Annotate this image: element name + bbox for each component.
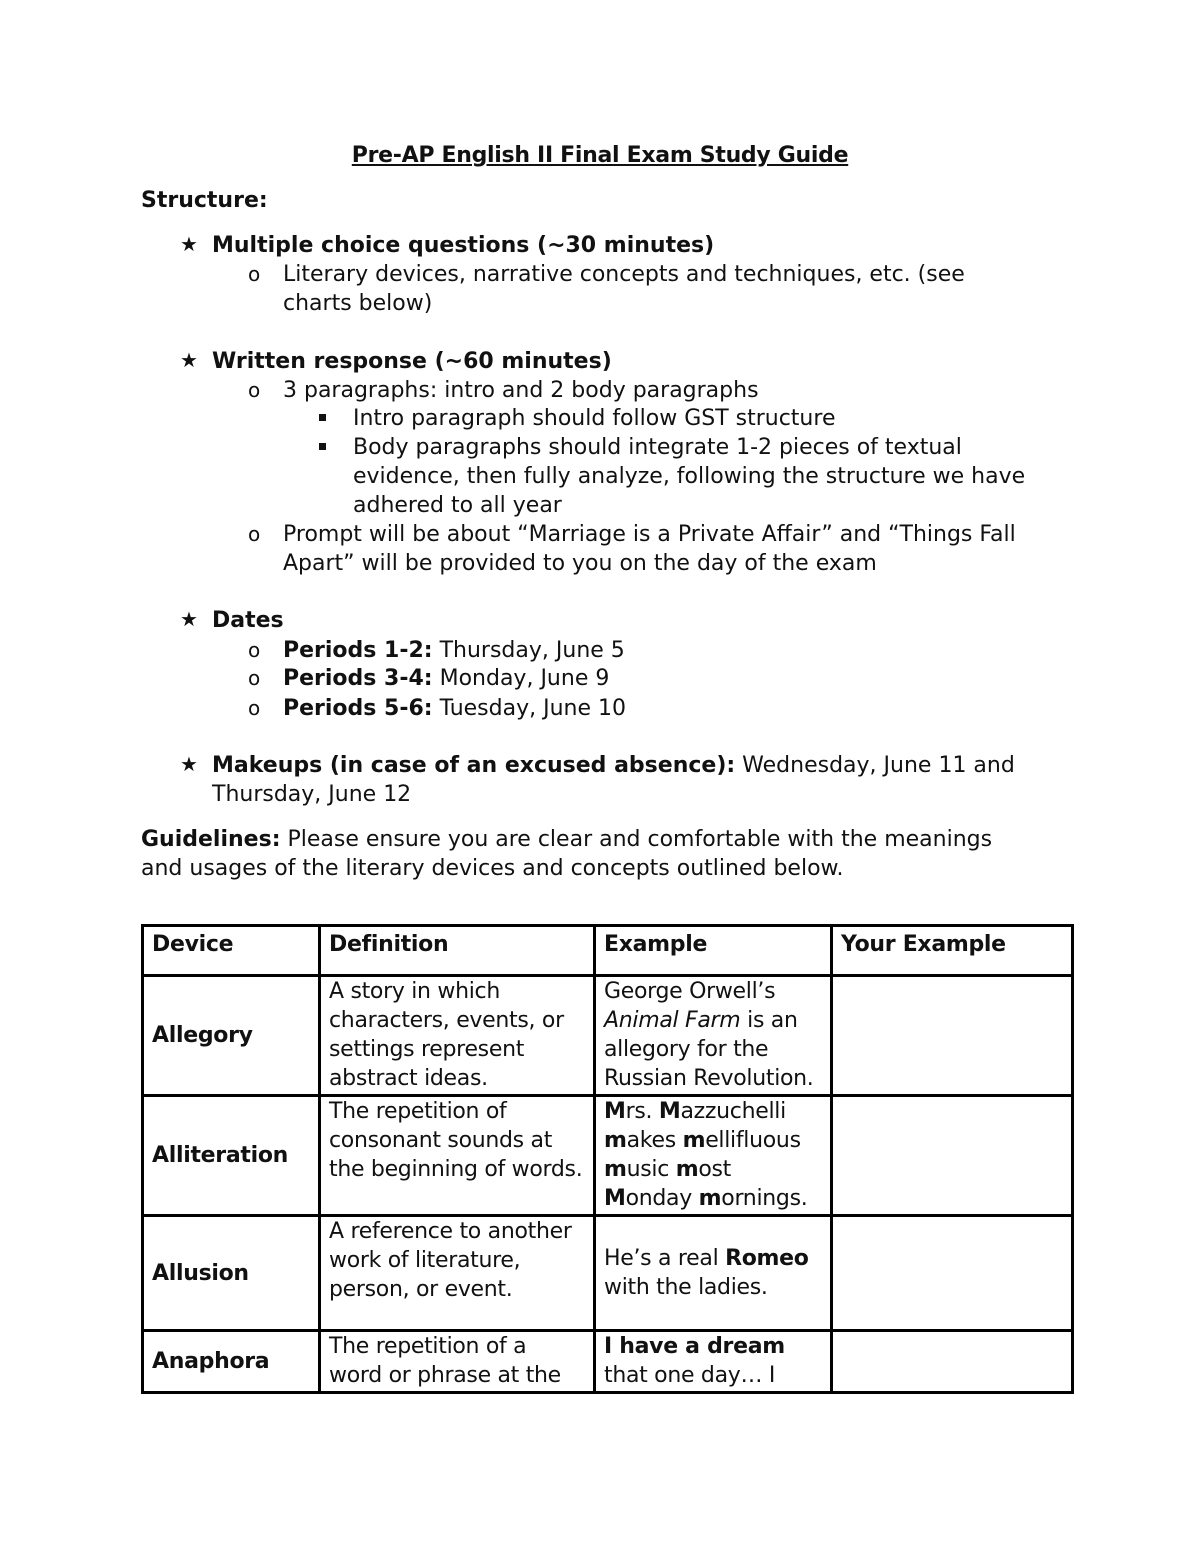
example-cell <box>595 975 832 1095</box>
example-cell <box>595 1331 832 1393</box>
alliteration-rest: usic <box>626 1156 676 1182</box>
device-cell: Anaphora <box>143 1331 320 1393</box>
date-value: Monday, June 9 <box>432 666 610 691</box>
example-cell <box>595 1216 832 1331</box>
alliteration-letter: m <box>698 1185 722 1211</box>
example-bold-phrase: I have a dream <box>604 1334 785 1360</box>
table-row <box>143 1331 1073 1393</box>
guidelines-line2: and usages of the literary devices and concepts outlined below. <box>141 856 844 881</box>
alliteration-rest: akes <box>626 1127 683 1153</box>
your-example-cell[interactable] <box>832 975 1073 1095</box>
example-text: is an allegory for the Russian Revolution. <box>604 1007 814 1091</box>
guidelines-label: Guidelines: <box>141 827 281 852</box>
alliteration-letter: m <box>604 1127 627 1153</box>
table-header-row <box>143 926 1073 976</box>
mc-item-line1: Literary devices, narrative concepts and techniques, etc. (see <box>283 262 965 287</box>
written-heading: Written response (~60 minutes) <box>212 349 612 374</box>
table-row <box>143 975 1073 1095</box>
star-bullet-icon: ★ <box>180 752 198 776</box>
circle-bullet-icon: o <box>248 262 261 286</box>
date-value: Tuesday, June 10 <box>432 696 626 721</box>
square-bullet-icon <box>319 443 326 450</box>
star-bullet-icon: ★ <box>180 348 198 372</box>
your-example-cell[interactable] <box>832 1216 1073 1331</box>
date-period-label: Periods 1-2: <box>283 638 433 663</box>
alliteration-letter: M <box>604 1098 626 1124</box>
device-cell: Allusion <box>143 1216 320 1331</box>
definition-cell <box>320 1331 595 1393</box>
alliteration-rest: onday <box>625 1185 699 1211</box>
square-bullet-icon <box>319 414 326 421</box>
header-device: Device <box>143 926 320 976</box>
header-your-example: Your Example <box>832 926 1073 976</box>
alliteration-rest: rs. <box>625 1098 659 1124</box>
definition-text: The repetition of a word or phrase at the <box>329 1334 561 1389</box>
date-row <box>283 694 626 723</box>
alliteration-letter: M <box>604 1185 626 1211</box>
example-italic-title: Animal Farm <box>604 1007 741 1033</box>
date-row <box>283 636 625 665</box>
header-definition: Definition <box>320 926 595 976</box>
written-sub2-line2: evidence, then fully analyze, following the structure we have <box>353 464 1026 489</box>
table-row <box>143 1216 1073 1331</box>
definition-cell: A reference to another work of literature, person, or event. <box>320 1216 595 1331</box>
star-bullet-icon: ★ <box>180 607 198 631</box>
example-text: George Orwell’s <box>604 978 776 1004</box>
device-cell: Allegory <box>143 975 320 1095</box>
circle-bullet-icon: o <box>248 666 261 690</box>
alliteration-letter: m <box>604 1156 627 1182</box>
makeups-label: Makeups (in case of an excused absence): <box>212 753 736 778</box>
date-period-label: Periods 3-4: <box>283 666 433 691</box>
alliteration-letter: m <box>682 1127 706 1153</box>
alliteration-rest: ost <box>698 1156 732 1182</box>
your-example-cell[interactable] <box>832 1095 1073 1215</box>
dates-heading: Dates <box>212 608 284 633</box>
example-bold-word: Romeo <box>725 1246 809 1272</box>
page-title: Pre-AP English II Final Exam Study Guide <box>351 143 849 168</box>
makeups-value: Wednesday, June 11 and <box>735 753 1015 778</box>
circle-bullet-icon: o <box>248 378 261 402</box>
date-row <box>283 664 609 693</box>
date-period-label: Periods 5-6: <box>283 696 433 721</box>
circle-bullet-icon: o <box>248 522 261 546</box>
written-item2-line2: Apart” will be provided to you on the day of the exam <box>283 551 877 576</box>
star-bullet-icon: ★ <box>180 232 198 256</box>
alliteration-letter: m <box>675 1156 699 1182</box>
circle-bullet-icon: o <box>248 696 261 720</box>
guidelines-text: Please ensure you are clear and comfortable with the meanings <box>280 827 993 852</box>
mc-heading: Multiple choice questions (~30 minutes) <box>212 233 715 258</box>
written-sub1: Intro paragraph should follow GST structure <box>353 406 836 431</box>
alliteration-rest: azzuchelli <box>680 1098 786 1124</box>
header-example: Example <box>595 926 832 976</box>
written-item2-line1: Prompt will be about “Marriage is a Private Affair” and “Things Fall <box>283 522 1016 547</box>
example-text: with the ladies. <box>604 1275 768 1301</box>
device-cell: Alliteration <box>143 1095 320 1215</box>
example-text: He’s a real <box>604 1246 726 1272</box>
mc-item-line2: charts below) <box>283 291 433 316</box>
written-sub2-line1: Body paragraphs should integrate 1-2 pieces of textual <box>353 435 962 460</box>
alliteration-rest: ellifluous <box>705 1127 801 1153</box>
table-row <box>143 1095 1073 1215</box>
definition-cell: A story in which characters, events, or settings represent abstract ideas. <box>320 975 595 1095</box>
written-sub2-line3: adhered to all year <box>353 493 562 518</box>
date-value: Thursday, June 5 <box>432 638 625 663</box>
alliteration-rest: ornings. <box>721 1185 808 1211</box>
your-example-cell[interactable] <box>832 1331 1073 1393</box>
structure-label: Structure: <box>141 188 268 213</box>
makeups-line2: Thursday, June 12 <box>212 782 412 807</box>
devices-table <box>141 924 1074 1394</box>
written-item1: 3 paragraphs: intro and 2 body paragraphs <box>283 378 759 403</box>
definition-cell: The repetition of consonant sounds at the beginning of words. <box>320 1095 595 1215</box>
example-text-wrap <box>604 1332 822 1390</box>
example-cell <box>595 1095 832 1215</box>
makeups-line1 <box>212 751 1015 780</box>
circle-bullet-icon: o <box>248 638 261 662</box>
alliteration-letter: M <box>658 1098 681 1124</box>
guidelines-line1 <box>141 825 992 854</box>
example-text: that one day… I <box>604 1363 776 1389</box>
